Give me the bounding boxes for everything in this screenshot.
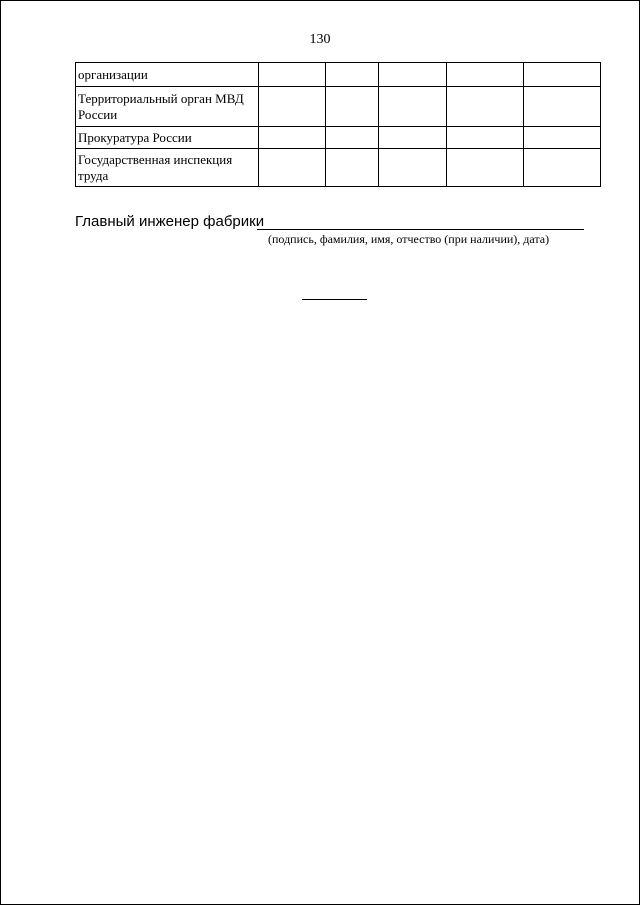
- row-label: организации: [76, 63, 259, 87]
- signature-blank-line: [257, 229, 584, 230]
- row-label: Государственная инспекция труда: [76, 149, 259, 187]
- table-row: [76, 149, 601, 187]
- table-cell: [379, 149, 447, 187]
- table-cell: [447, 63, 524, 87]
- table-row: [76, 127, 601, 149]
- page-number: 130: [309, 32, 331, 47]
- table-cell: [326, 63, 379, 87]
- table-cell: [326, 87, 379, 127]
- row-label: Прокуратура России: [76, 127, 259, 149]
- table-cell: [447, 149, 524, 187]
- table-cell: [524, 127, 601, 149]
- row-label: Территориальный орган МВД России: [76, 87, 259, 127]
- table-cell: [259, 63, 326, 87]
- table-cell: [524, 87, 601, 127]
- agency-table: [75, 62, 601, 187]
- table-cell: [447, 87, 524, 127]
- table-cell: [379, 87, 447, 127]
- signature-hint: (подпись, фамилия, имя, отчество (при наличии), дата): [268, 232, 550, 246]
- table-cell: [259, 149, 326, 187]
- table-cell: [259, 127, 326, 149]
- table-row: [76, 63, 601, 87]
- table-cell: [326, 149, 379, 187]
- table-cell: [379, 127, 447, 149]
- table-cell: [524, 149, 601, 187]
- table-row: [76, 87, 601, 127]
- table-cell: [379, 63, 447, 87]
- table-cell: [447, 127, 524, 149]
- table-cell: [326, 127, 379, 149]
- end-rule: [302, 299, 367, 300]
- signature-role: Главный инженер фабрики: [75, 213, 265, 230]
- table-cell: [524, 63, 601, 87]
- table-cell: [259, 87, 326, 127]
